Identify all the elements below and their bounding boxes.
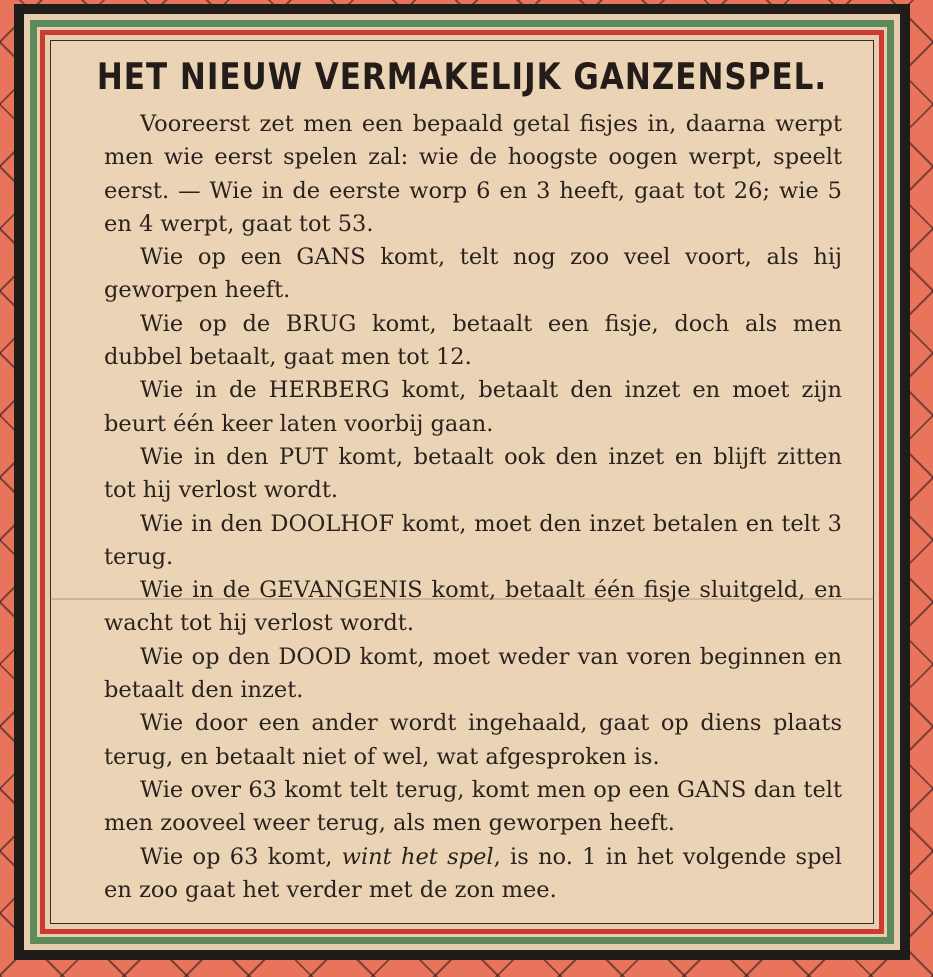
rule-emphasis: wint het spel [341, 843, 494, 870]
game-title: HET NIEUW VERMAKELIJK GANZENSPEL. [96, 56, 828, 99]
rule-paragraph: Wie door een ander wordt ingehaald, gaat op diens plaats terug, en betaalt niet of wel, wat afgesproken is. [104, 710, 842, 770]
rule-paragraph: Wie over 63 komt telt terug, komt men op een GANS dan telt men zooveel weer terug, als men geworpen heeft. [104, 776, 842, 837]
rule-paragraph: Wie op de BRUG komt, betaalt een fisje, doch als men dubbel betaalt, gaat men tot 12. [104, 310, 842, 371]
rule-paragraph: Wie in de GEVANGENIS komt, betaalt één fisje sluitgeld, en wacht tot hij verlost wordt. [104, 577, 842, 637]
rule-paragraph: Wie in de HERBERG komt, betaalt den inzet en moet zijn beurt één keer laten voorbij gaan. [104, 377, 842, 437]
rule-text: Wie op 63 komt, [140, 843, 342, 870]
rule-paragraph: Wie op een GANS komt, telt nog zoo veel voort, als hij geworpen heeft. [104, 244, 842, 304]
rule-paragraph: Wie in den DOOLHOF komt, moet den inzet betalen en telt 3 terug. [104, 510, 842, 570]
rule-paragraph: Wie in den PUT komt, betaalt ook den inzet en blijft zitten tot hij verlost wordt. [104, 443, 842, 504]
rule-paragraph: Wie op den DOOD komt, moet weder van voren beginnen en betaalt den inzet. [104, 643, 842, 704]
rule-text: , is no. 1 in het volgende spel en zoo gaat het verder met de zon mee. [104, 843, 843, 903]
rule-paragraph: Vooreerst zet men een bepaald getal fisjes in, daarna werpt men wie eerst spelen zal: wie de hoogste oogen werpt, speelt eerst. — Wie in de eerste worp 6 en 3 heeft, gaat tot 26; wie 5 en 4 werpt, gaat tot 53. [104, 111, 842, 237]
rule-paragraph-final [104, 841, 842, 908]
rules-list [104, 108, 842, 907]
